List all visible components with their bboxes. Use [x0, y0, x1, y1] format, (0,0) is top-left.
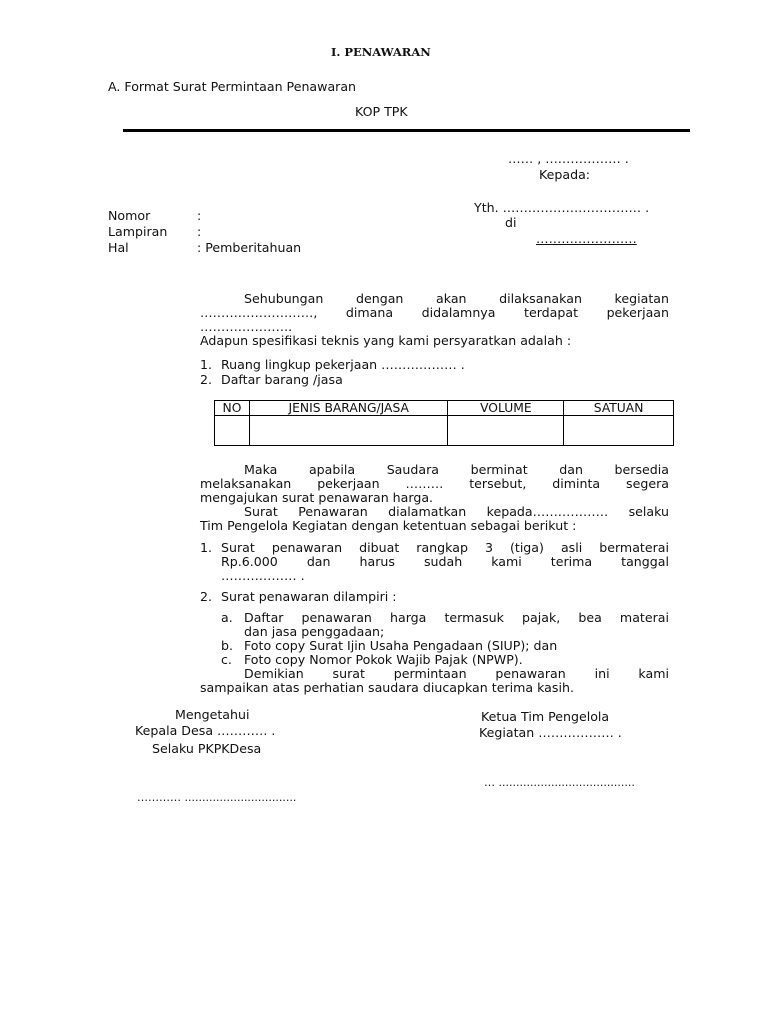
para2-line1: Maka apabila Saudara berminat dan bersedia	[244, 463, 669, 477]
kegiatan-label: Kegiatan ……………… .	[479, 725, 622, 740]
lampiran-label: Lampiran	[108, 224, 168, 239]
sub-item-letter: c.	[221, 652, 232, 667]
mengetahui-label: Mengetahui	[175, 707, 250, 722]
list-item: Ruang lingkup pekerjaan ……………… .	[221, 357, 465, 372]
signatory-name-right: … .......................................	[484, 776, 635, 789]
list-item-number: 1.	[200, 357, 213, 372]
para1-line3: ………………….	[200, 319, 293, 334]
lampiran-separator: :	[197, 224, 202, 239]
list-item: Surat penawaran dibuat rangkap 3 (tiga) asli bermaterai	[221, 541, 669, 555]
sub-item: dan jasa penggadaan;	[244, 624, 385, 639]
sub-item-letter: a.	[221, 610, 233, 625]
hal-value: : Pemberitahuan	[197, 240, 302, 255]
sub-item-letter: b.	[221, 638, 233, 653]
hal-label: Hal	[108, 240, 129, 255]
table-row	[215, 416, 674, 446]
table-cell	[215, 416, 250, 446]
spec-table	[214, 400, 674, 446]
para1-line2: ………………………, dimana didalamnya terdapat pekerjaan	[200, 306, 669, 320]
document-heading: I. PENAWARAN	[331, 45, 431, 59]
nomor-separator: :	[197, 208, 202, 223]
para1-line1: Sehubungan dengan akan dilaksanakan kegiatan	[244, 292, 669, 306]
para2-line3: mengajukan surat penawaran harga.	[200, 490, 434, 505]
table-cell	[249, 416, 448, 446]
kepada-label: Kepada:	[539, 167, 591, 182]
list-item-number: 2.	[200, 372, 213, 387]
list-item: Daftar barang /jasa	[221, 372, 343, 387]
sub-item: Foto copy Surat Ijin Usaha Pengadaan (SIUP); dan	[244, 638, 558, 653]
para1-line4: Adapun spesifikasi teknis yang kami persyaratkan adalah :	[200, 333, 572, 348]
table-header-row	[215, 401, 674, 416]
kepala-desa-label: Kepala Desa ………… .	[135, 723, 276, 738]
di-label: di	[505, 215, 517, 230]
list-item: ……………… .	[221, 568, 305, 583]
list-item: Rp.6.000 dan harus sudah kami terima tanggal	[221, 555, 669, 569]
para2-line2: melaksanakan pekerjaan ……… tersebut, diminta segera	[200, 477, 669, 491]
closing-line2: sampaikan atas perhatian saudara diucapkan terima kasih.	[200, 680, 574, 695]
signatory-name-left: ………… ................................	[137, 791, 297, 804]
para2-line4: Surat Penawaran dialamatkan kepada……………… selaku	[244, 505, 669, 519]
letterhead-rule	[123, 129, 690, 132]
list-item-number: 2.	[200, 589, 213, 604]
yth-line: Yth. …………………………… .	[474, 200, 650, 215]
sub-item: Daftar penawaran harga termasuk pajak, bea materai	[244, 611, 669, 625]
table-cell	[564, 416, 674, 446]
list-item: Surat penawaran dilampiri :	[221, 589, 397, 604]
kop-tpk: KOP TPK	[355, 104, 408, 119]
di-value: ……………………	[536, 231, 637, 246]
ketua-label: Ketua Tim Pengelola	[481, 709, 610, 724]
table-cell	[448, 416, 564, 446]
header-satuan: SATUAN	[564, 401, 674, 416]
header-no: NO	[215, 401, 250, 416]
nomor-label: Nomor	[108, 208, 151, 223]
header-volume: VOLUME	[448, 401, 564, 416]
sub-item: Foto copy Nomor Pokok Wajib Pajak (NPWP).	[244, 652, 523, 667]
para2-line5: Tim Pengelola Kegiatan dengan ketentuan sebagai berikut :	[200, 518, 577, 533]
selaku-label: Selaku PKPKDesa	[152, 741, 262, 756]
header-jenis: JENIS BARANG/JASA	[249, 401, 448, 416]
section-subheading: A. Format Surat Permintaan Penawaran	[108, 79, 357, 94]
list-item-number: 1.	[200, 540, 213, 555]
place-date: …… , ……………… .	[508, 151, 629, 166]
closing-line1: Demikian surat permintaan penawaran ini kami	[244, 667, 669, 681]
